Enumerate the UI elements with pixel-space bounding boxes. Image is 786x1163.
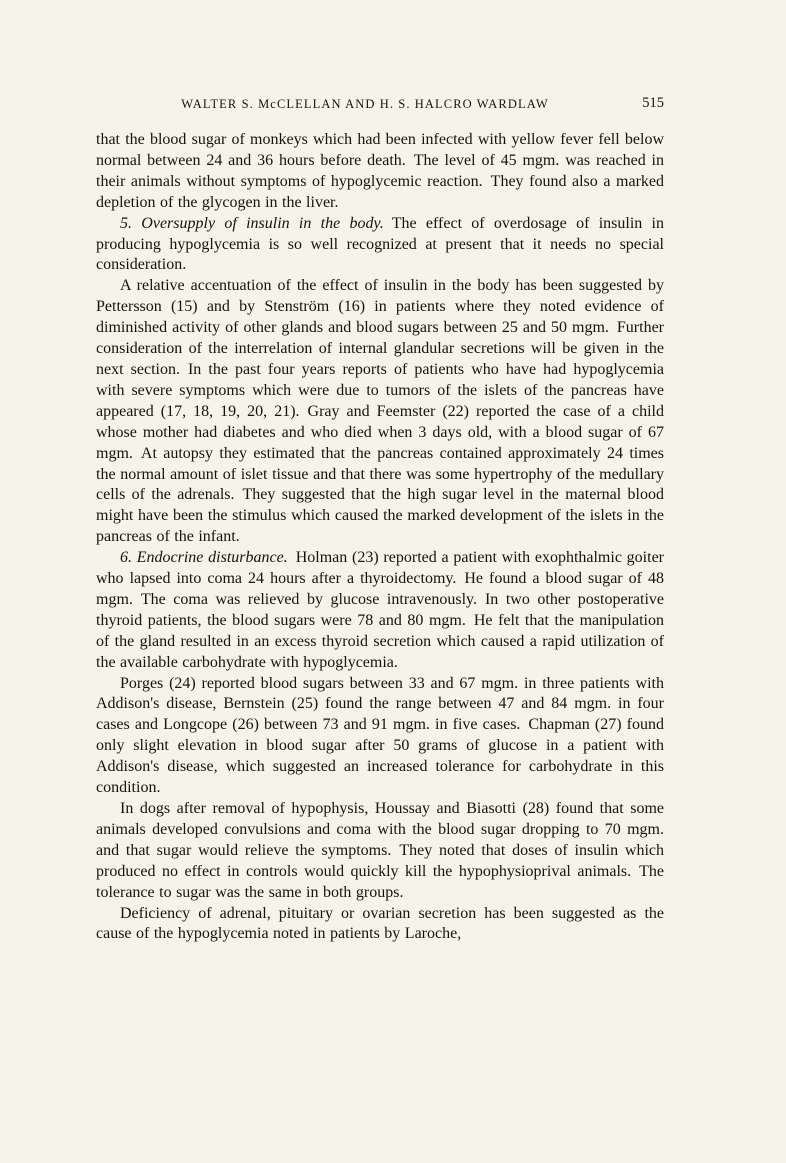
paragraph-text: The effect of overdosage of insulin in producing hypoglycemia is so well recognized at present that it needs no special consideration.	[96, 214, 665, 274]
paragraph-yellow-fever-continuation	[96, 130, 664, 214]
paragraph-hypophysis-dogs	[96, 799, 664, 904]
page-body	[96, 130, 664, 945]
paragraph-text: that the blood sugar of monkeys which had been infected with yellow fever fell below normal between 24 and 36 hours before death. The level of 45 mgm. was reached in their animals without symptoms of hypoglycemic reaction. They found also a marked depletion of the glycogen in the liver.	[96, 131, 664, 211]
page-number: 515	[642, 95, 664, 111]
paragraph-text: A relative accentuation of the effect of insulin in the body has been suggested by Pettersson (15) and by Stenström (16) in patients where they noted evidence of diminished activity of other glands and blood sugars between 25 and 50 mgm. Further consideration of the interrelation of internal glandular secretions will be given in the next section. In the past four years reports of patients who have had hypoglycemia with severe symptoms which were due to tumors of the islets of the pancreas have appeared (17, 18, 19, 20, 21). Gray and Feemster (22) reported the case of a child whose mother had diabetes and who died when 3 days old, with a blood sugar of 67 mgm. At autopsy they estimated that the pancreas contained approximately 24 times the normal amount of islet tissue and that there was some hypertrophy of the medullary cells of the adrenals. They suggested that the high sugar level in the maternal blood might have been the stimulus which caused the marked development of the islets in the pancreas of the infant.	[96, 277, 664, 546]
running-head-authors: WALTER S. McCLELLAN AND H. S. HALCRO WARDLAW	[181, 97, 549, 111]
section-heading-5-oversupply: 5. Oversupply of insulin in the body.	[120, 214, 384, 232]
paragraph-text: Holman (23) reported a patient with exophthalmic goiter who lapsed into coma 24 hours after a thyroidectomy. He found a blood sugar of 48 mgm. The coma was relieved by glucose intravenously. In two other postoperative thyroid patients, the blood sugars were 78 and 80 mgm. He felt that the manipulation of the gland resulted in an excess thyroid secretion which caused a rapid utilization of the available carbohydrate with hypoglycemia.	[96, 549, 665, 671]
paragraph-text: In dogs after removal of hypophysis, Houssay and Biasotti (28) found that some animals developed convulsions and coma with the blood sugar dropping to 70 mgm. and that sugar would relieve the symptoms. They noted that doses of insulin which produced no effect in controls would quickly kill the hypophysioprival animals. The tolerance to sugar was the same in both groups.	[96, 800, 664, 901]
paragraph-addisons-disease	[96, 674, 664, 799]
section-paragraph-endocrine-disturbance	[96, 548, 664, 673]
section-heading-6-endocrine: 6. Endocrine disturbance.	[120, 549, 288, 567]
paragraph-insulin-accentuation	[96, 276, 664, 548]
paragraph-text: Porges (24) reported blood sugars between 33 and 67 mgm. in three patients with Addison's disease, Bernstein (25) found the range between 47 and 84 mgm. in four cases and Longcope (26) between 73 and 91 mgm. in five cases. Chapman (27) found only slight elevation in blood sugar after 50 grams of glucose in a patient with Addison's disease, which suggested an increased tolerance for carbohydrate in this condition.	[96, 674, 664, 797]
paragraph-deficiency-secretion	[96, 904, 664, 946]
running-head	[96, 96, 664, 114]
section-paragraph-oversupply-insulin	[96, 214, 664, 277]
paragraph-text: Deficiency of adrenal, pituitary or ovarian secretion has been suggested as the cause of the hypoglycemia noted in patients by Laroche,	[96, 904, 664, 943]
